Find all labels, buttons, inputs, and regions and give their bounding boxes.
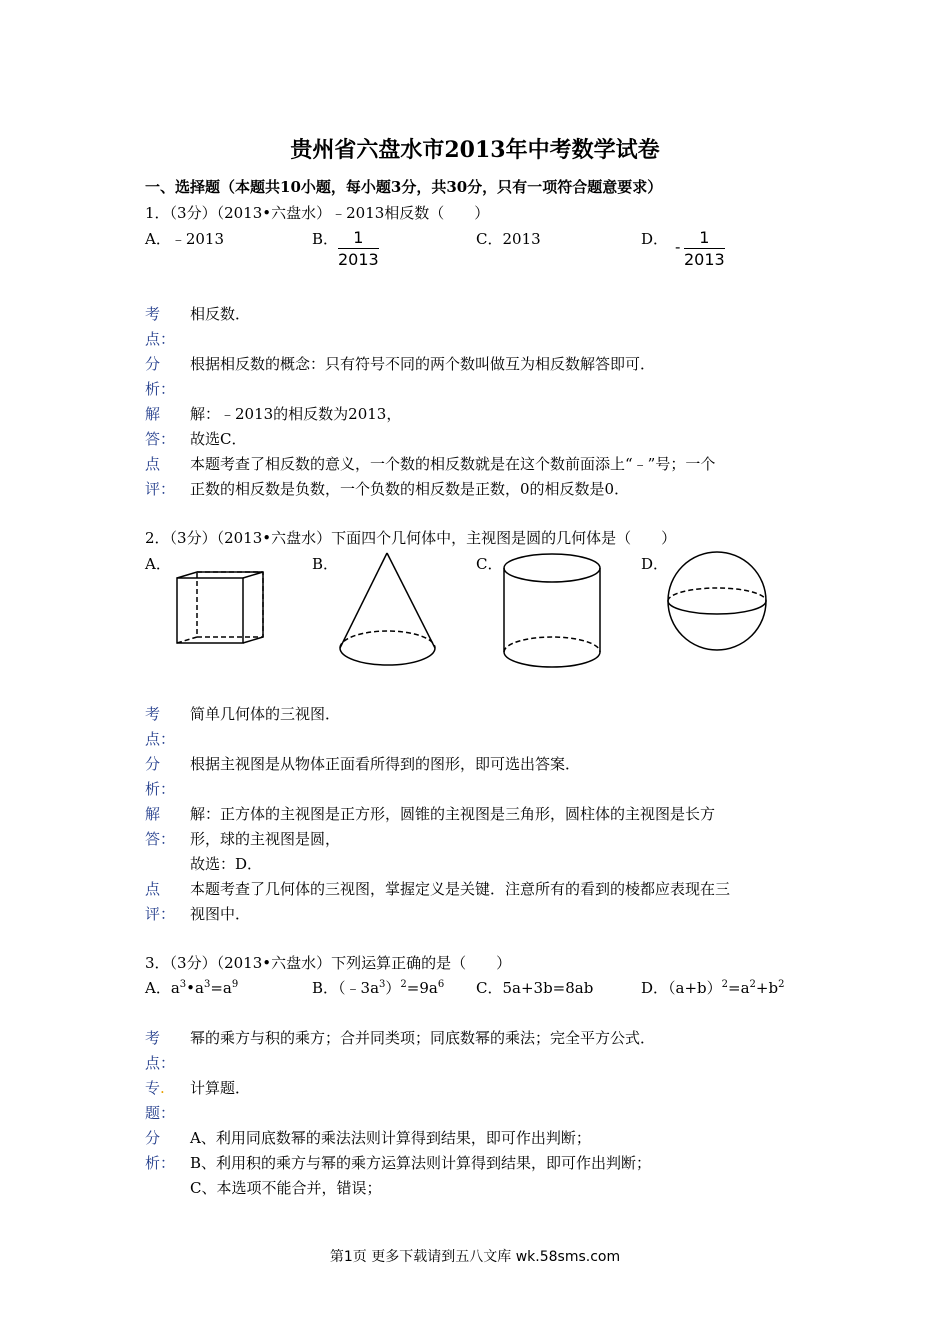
q1-jieda-line-1: 解：﹣2013的相反数为2013， xyxy=(190,405,402,423)
q2-kaodian-label-1: 考 xyxy=(145,705,161,723)
q1-fenxi-label-2: 析： xyxy=(145,380,176,398)
q2-fenxi-label-1: 分 xyxy=(145,755,161,773)
q2-kaodian-label-2: 点： xyxy=(145,730,176,748)
q1-kaodian: 相反数． xyxy=(190,305,251,323)
q1-jieda-label-1: 解 xyxy=(145,405,161,423)
q1-jieda-line-2: 故选C． xyxy=(190,430,247,448)
q2-dianping-label-1: 点 xyxy=(145,880,161,898)
q1-option-b-denominator: 2013 xyxy=(338,250,379,269)
cylinder-figure xyxy=(500,548,610,678)
q2-option-a: A． xyxy=(145,555,171,573)
q3-zhuanti-label-1: 专. xyxy=(145,1079,165,1097)
q1-option-a: A．﹣2013 xyxy=(145,230,225,248)
page-title: 贵州省六盘水市2013年中考数学试卷 xyxy=(290,137,660,163)
q3-option-c: C．5a+3b=8ab xyxy=(476,979,594,997)
q1-dianping-line-2: 正数的相反数是负数，一个负数的相反数是正数，0的相反数是0． xyxy=(190,480,630,498)
q1-option-d-label: D． xyxy=(641,230,669,248)
q1-dianping-label-2: 评： xyxy=(145,480,176,498)
sphere-figure xyxy=(663,548,773,658)
q1-dianping-label-1: 点 xyxy=(145,455,161,473)
q3-fenxi-line-3: C、本选项不能合并，错误； xyxy=(190,1179,382,1197)
q2-stem: 2．（3分）（2013•六盘水）下面四个几何体中，主视图是圆的几何体是（ ） xyxy=(145,529,677,547)
q3-stem: 3．（3分）（2013•六盘水）下列运算正确的是（ ） xyxy=(145,954,512,972)
q1-kaodian-label-1: 考 xyxy=(145,305,161,323)
q2-fenxi-label-2: 析： xyxy=(145,780,176,798)
q3-kaodian-label-2: 点： xyxy=(145,1054,176,1072)
cube-figure xyxy=(170,570,280,650)
q3-fenxi-label-2: 析： xyxy=(145,1154,176,1172)
q3-option-d: D．$(a+b)^2=a^2+b^2$ xyxy=(641,979,785,997)
section-heading: 一、选择题（本题共10小题，每小题3分，共30分，只有一项符合题意要求） xyxy=(145,178,663,196)
q2-jieda-label-2: 答： xyxy=(145,830,176,848)
page-footer: 第1页 更多下载请到五八文库 wk.58sms.com xyxy=(329,1249,621,1265)
q1-fenxi-label-1: 分 xyxy=(145,355,161,373)
q2-dianping-label-2: 评： xyxy=(145,905,176,923)
q1-dianping-line-1: 本题考查了相反数的意义，一个数的相反数就是在这个数前面添上“﹣”号；一个 xyxy=(190,455,716,473)
q1-option-d-fraction xyxy=(684,228,725,269)
q3-zhuanti: 计算题． xyxy=(190,1079,251,1097)
q2-jieda-line-1: 解：正方体的主视图是正方形，圆锥的主视图是三角形，圆柱体的主视图是长方 xyxy=(190,805,716,823)
q3-option-b-label: B． xyxy=(312,979,339,997)
q1-option-d-sign: - xyxy=(675,238,681,256)
q3-option-b: B．$(﹣3a^3)^2=9a^6$ xyxy=(312,979,445,997)
q2-jieda-line-3: 故选：D． xyxy=(190,855,263,873)
q3-fenxi-line-1: A、利用同底数幂的乘法法则计算得到结果，即可作出判断； xyxy=(190,1129,591,1147)
q1-option-d-numerator: 1 xyxy=(684,228,725,249)
q1-option-b-label: B． xyxy=(312,230,339,248)
q2-dianping-line-1: 本题考查了几何体的三视图，掌握定义是关键．注意所有的看到的棱都应表现在三 xyxy=(190,880,731,898)
cone-figure xyxy=(335,548,445,673)
q3-fenxi-line-2: B、利用积的乘方与幂的乘方运算法则计算得到结果，即可作出判断； xyxy=(190,1154,652,1172)
q3-zhuanti-label-2: 题： xyxy=(145,1104,176,1122)
q2-jieda-line-2: 形，球的主视图是圆， xyxy=(190,830,341,848)
q2-dianping-line-2: 视图中． xyxy=(190,905,251,923)
q3-kaodian-label-1: 考 xyxy=(145,1029,161,1047)
q3-option-a: A．$a^3•a^3=a^9$ xyxy=(145,979,239,997)
q3-option-d-label: D． xyxy=(641,979,669,997)
q1-stem: 1．（3分）（2013•六盘水）﹣2013相反数（ ） xyxy=(145,204,490,222)
q2-option-b: B． xyxy=(312,555,339,573)
q1-option-c: C．2013 xyxy=(476,230,541,248)
q1-option-b-numerator: 1 xyxy=(338,228,379,249)
q1-fenxi: 根据相反数的概念：只有符号不同的两个数叫做互为相反数解答即可． xyxy=(190,355,656,373)
q1-kaodian-label-2: 点： xyxy=(145,330,176,348)
q3-fenxi-label-1: 分 xyxy=(145,1129,161,1147)
q1-option-d-denominator: 2013 xyxy=(684,250,725,269)
q1-jieda-label-2: 答： xyxy=(145,430,176,448)
q2-option-c: C． xyxy=(476,555,503,573)
q3-kaodian: 幂的乘方与积的乘方；合并同类项；同底数幂的乘法；完全平方公式． xyxy=(190,1029,656,1047)
q1-option-b-fraction xyxy=(338,228,379,269)
q2-option-d: D． xyxy=(641,555,669,573)
q2-jieda-label-1: 解 xyxy=(145,805,161,823)
q3-option-a-label: A． xyxy=(145,979,171,997)
q2-kaodian: 简单几何体的三视图． xyxy=(190,705,341,723)
q2-fenxi: 根据主视图是从物体正面看所得到的图形，即可选出答案． xyxy=(190,755,581,773)
